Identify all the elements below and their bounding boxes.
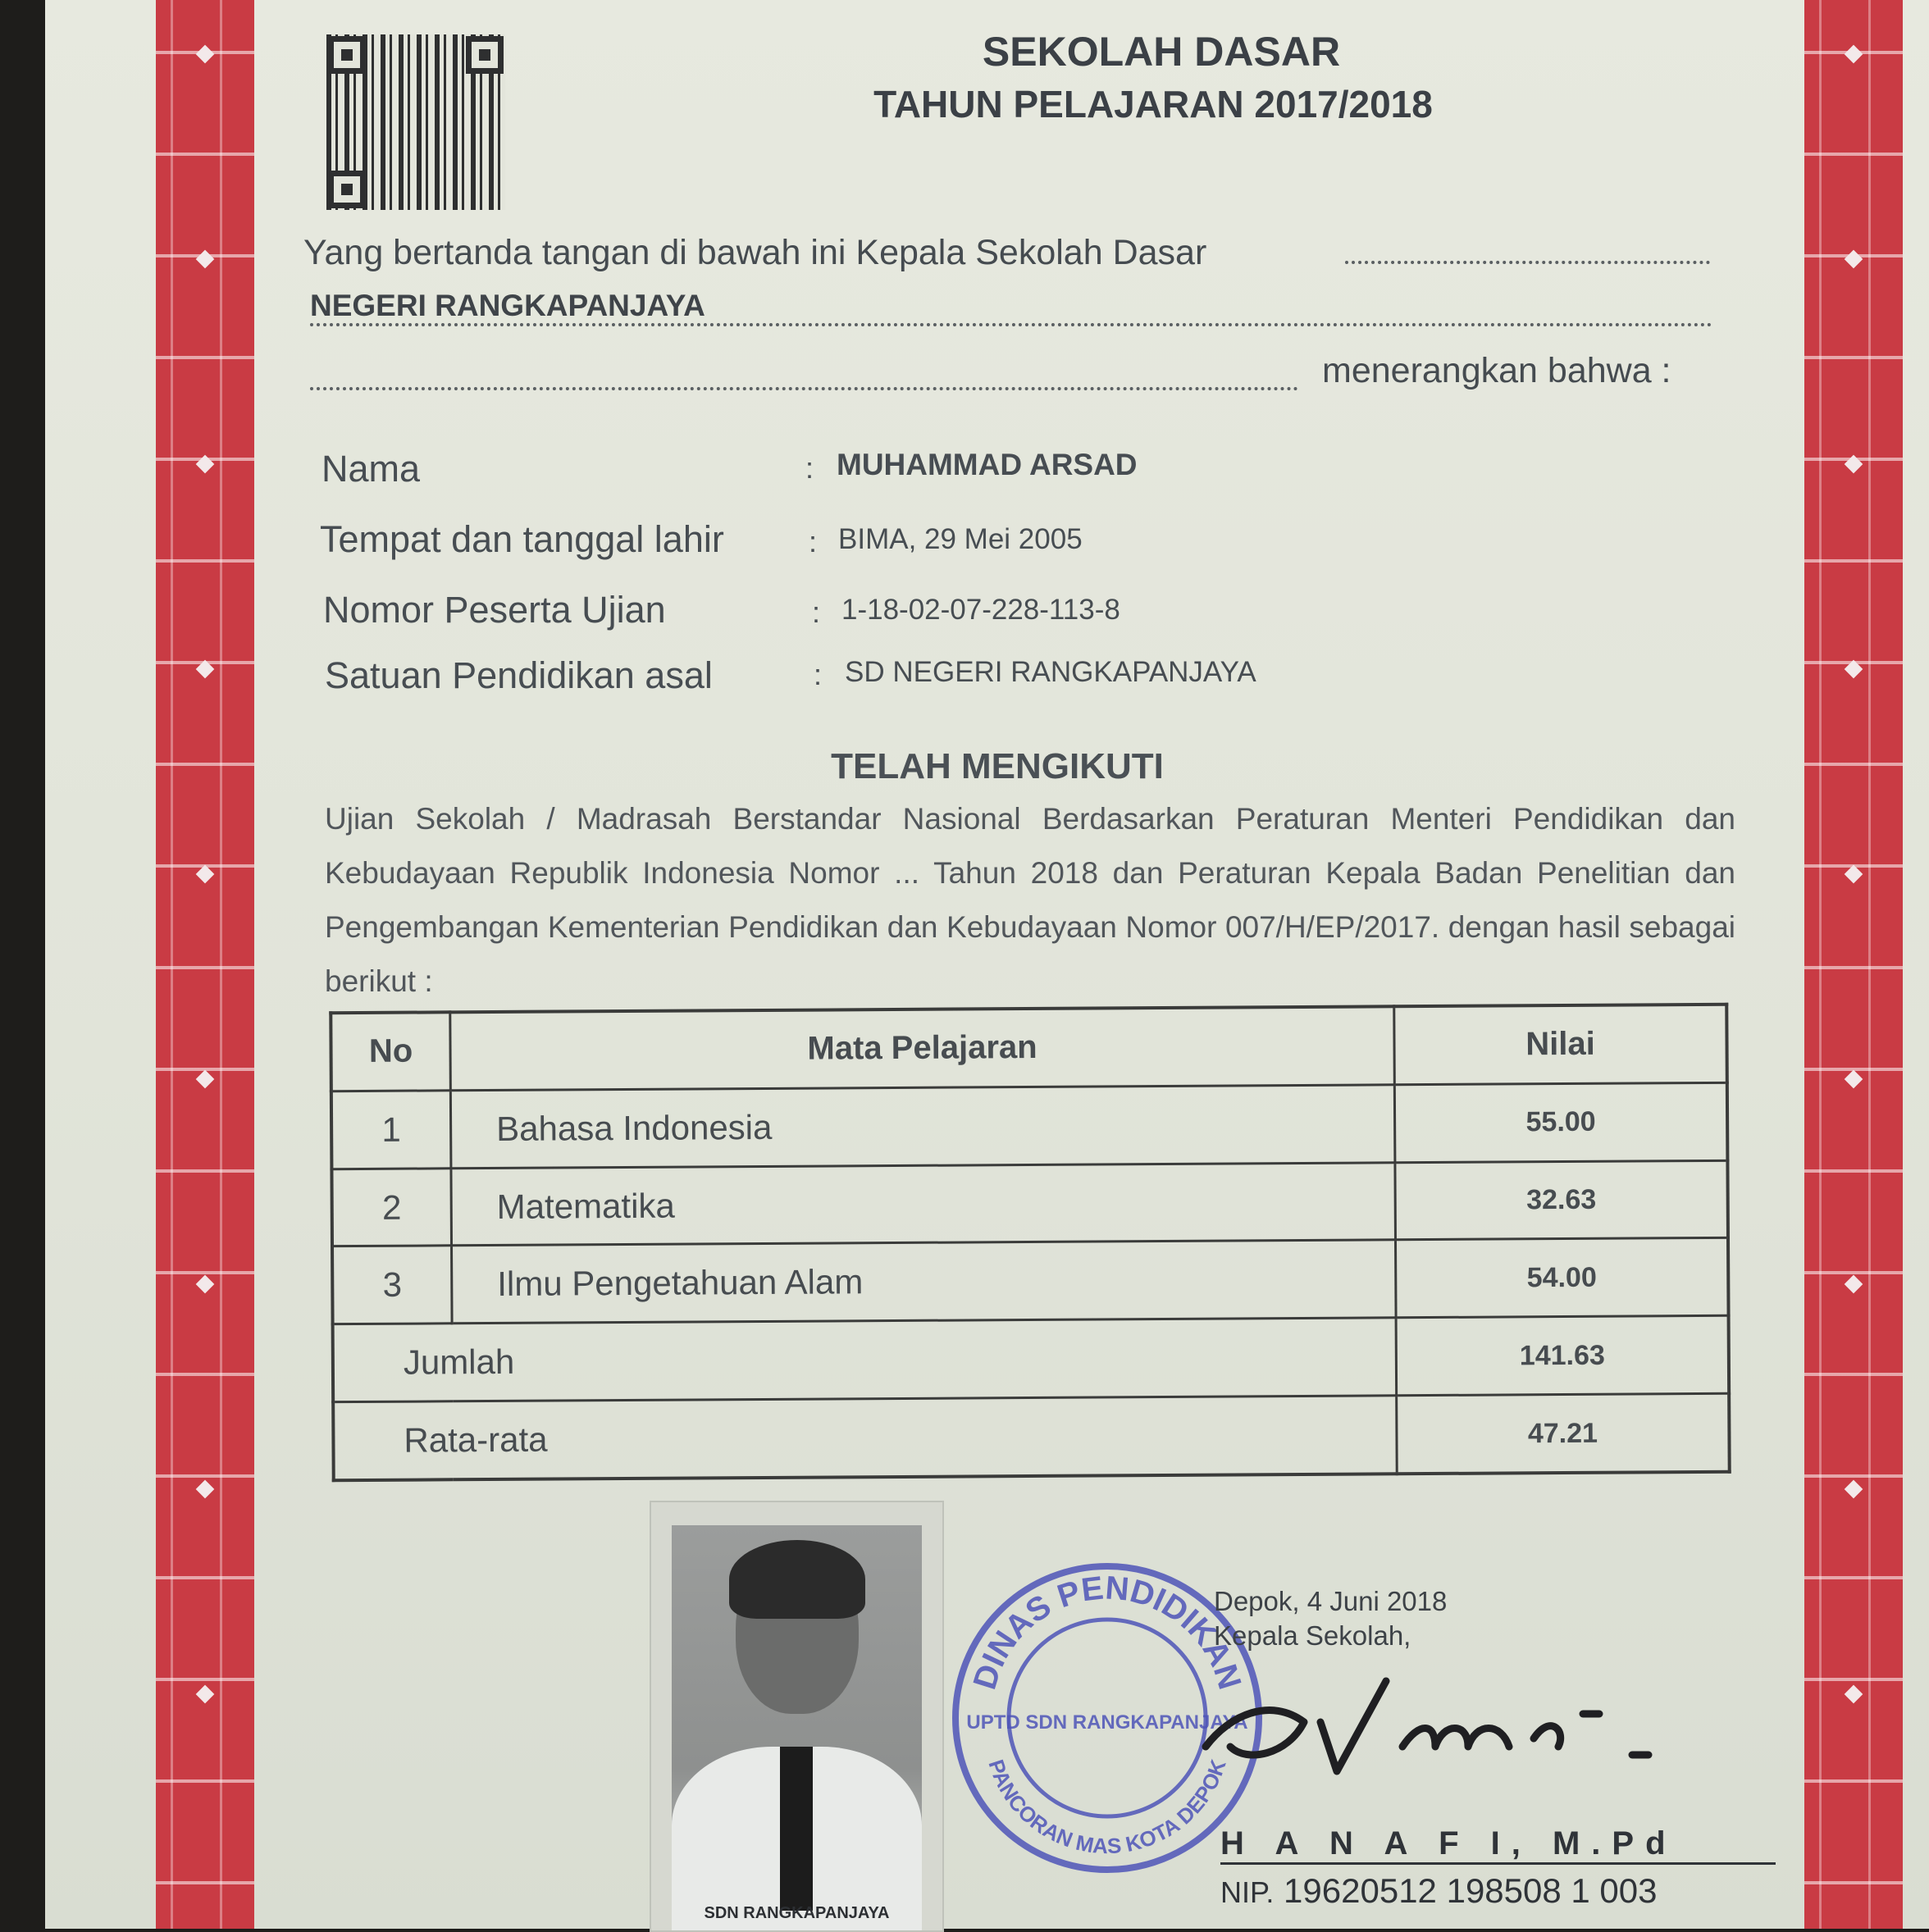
declares-text: menerangkan bahwa : bbox=[1322, 351, 1671, 390]
dotted-fill bbox=[310, 387, 1298, 390]
field-label-ttl: Tempat dan tanggal lahir bbox=[320, 518, 724, 560]
colon: : bbox=[809, 525, 818, 558]
score-table bbox=[329, 1003, 1731, 1482]
row-subject: Bahasa Indonesia bbox=[450, 1085, 1395, 1169]
intro-line: Yang bertanda tangan di bawah ini Kepala Sekolah Dasar bbox=[303, 233, 1207, 272]
row-subject: Matematika bbox=[451, 1162, 1396, 1246]
header-subject: Mata Pelajaran bbox=[450, 1006, 1395, 1090]
left-ornamental-border bbox=[156, 0, 254, 1929]
average-label: Rata-rata bbox=[333, 1396, 1397, 1480]
colon: : bbox=[805, 451, 814, 485]
photo-hair bbox=[729, 1540, 865, 1619]
row-score: 55.00 bbox=[1394, 1082, 1727, 1162]
total-label: Jumlah bbox=[333, 1318, 1397, 1402]
dotted-fill bbox=[1345, 261, 1710, 264]
colon: : bbox=[814, 658, 823, 691]
table-row bbox=[332, 1238, 1729, 1324]
field-label-nomor-peserta: Nomor Peserta Ujian bbox=[323, 589, 666, 631]
field-label-satuan: Satuan Pendidikan asal bbox=[325, 654, 713, 696]
average-row bbox=[333, 1393, 1730, 1480]
field-label-nama: Nama bbox=[322, 448, 421, 490]
row-no: 3 bbox=[332, 1246, 452, 1324]
section-title: TELAH MENGIKUTI bbox=[831, 746, 1164, 786]
field-value-nama: MUHAMMAD ARSAD bbox=[837, 448, 1138, 481]
total-value: 141.63 bbox=[1396, 1316, 1729, 1396]
photo-caption: SDN RANGKAPANJAYA bbox=[704, 1904, 890, 1922]
student-photo bbox=[672, 1525, 922, 1930]
school-type-title: SEKOLAH DASAR bbox=[982, 29, 1341, 75]
stamp-bottom-text: PANCORAN MAS KOTA DEPOK bbox=[983, 1756, 1231, 1859]
colon: : bbox=[812, 595, 821, 629]
right-ornamental-border bbox=[1804, 0, 1903, 1929]
row-subject: Ilmu Pengetahuan Alam bbox=[452, 1240, 1397, 1324]
header-no: No bbox=[331, 1012, 450, 1091]
row-score: 54.00 bbox=[1395, 1238, 1728, 1318]
place-date: Depok, 4 Juni 2018 bbox=[1214, 1586, 1448, 1616]
header-score: Nilai bbox=[1394, 1005, 1727, 1085]
signer-role: Kepala Sekolah, bbox=[1214, 1620, 1411, 1651]
nip-value: 19620512 198508 1 003 bbox=[1284, 1871, 1658, 1910]
field-value-nomor-peserta: 1-18-02-07-228-113-8 bbox=[841, 594, 1120, 626]
regulation-paragraph: Ujian Sekolah / Madrasah Berstandar Nasional Berdasarkan Peraturan Menteri Pendidikan dan Kebudayaan Republik Indonesia Nomor ... Tahun 2018 dan Peraturan Kepala Badan Penelitian dan Pengembangan Kementerian Pendidikan dan Kebudayaan Nomor 007/H/EP/2017. dengan hasil sebagai berikut : bbox=[325, 802, 1735, 998]
average-value: 47.21 bbox=[1397, 1393, 1730, 1474]
row-score: 32.63 bbox=[1395, 1160, 1728, 1240]
student-photo-frame bbox=[650, 1501, 944, 1932]
handwritten-signature-icon bbox=[1197, 1665, 1657, 1796]
row-no: 2 bbox=[331, 1168, 451, 1246]
table-header-row bbox=[331, 1005, 1727, 1091]
field-value-ttl: BIMA, 29 Mei 2005 bbox=[838, 523, 1083, 555]
total-row bbox=[333, 1316, 1730, 1402]
table-row bbox=[331, 1082, 1728, 1169]
dotted-fill bbox=[310, 323, 1712, 326]
stamp-top-text: DINAS PENDIDIKAN bbox=[966, 1570, 1248, 1694]
academic-year-title: TAHUN PELAJARAN 2017/2018 bbox=[873, 83, 1433, 125]
qr-finder bbox=[328, 171, 366, 208]
school-name: NEGERI RANGKAPANJAYA bbox=[310, 289, 705, 322]
photo-tie bbox=[780, 1747, 813, 1911]
row-no: 1 bbox=[331, 1091, 451, 1169]
nip-label: NIP. bbox=[1220, 1875, 1275, 1909]
signer-nip bbox=[1220, 1871, 1658, 1911]
stamp-middle-text: UPTD SDN RANGKAPANJAYA bbox=[966, 1711, 1248, 1734]
field-value-satuan: SD NEGERI RANGKAPANJAYA bbox=[845, 656, 1256, 688]
signer-name: H A N A F I, M.Pd bbox=[1220, 1825, 1776, 1865]
table-row bbox=[331, 1160, 1728, 1246]
